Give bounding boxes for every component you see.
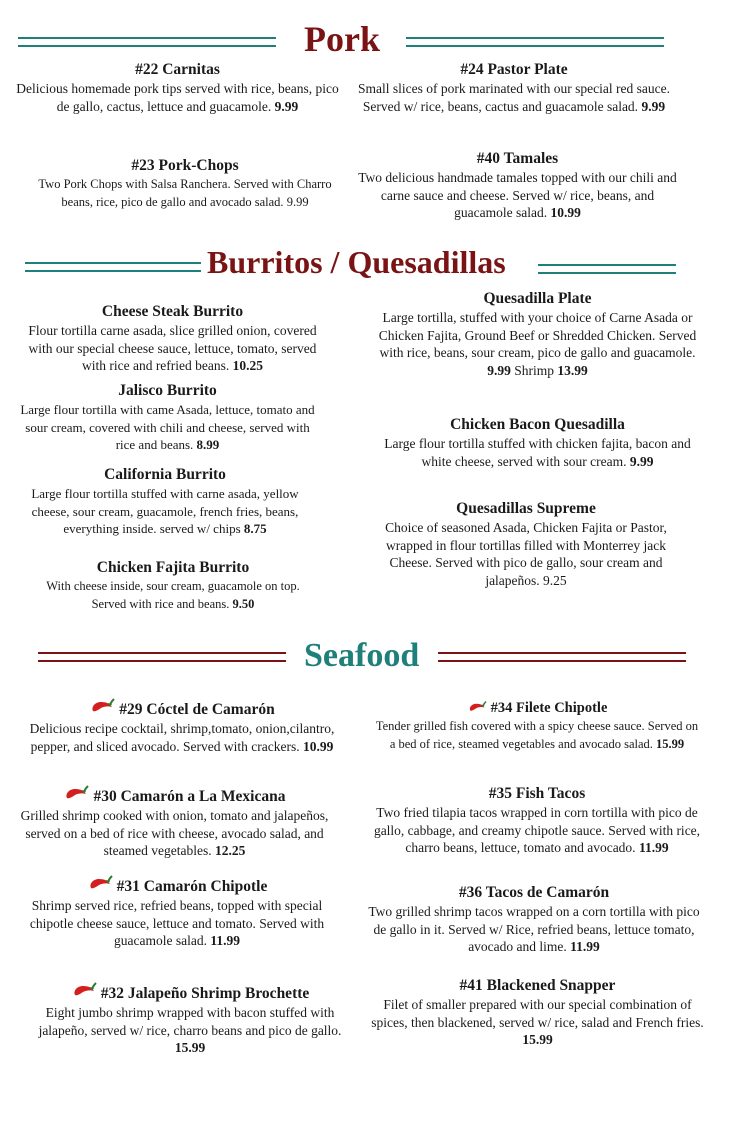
menu-item: #24 Pastor Plate Small slices of pork marinated with our special red sauce. Served w/ rice, beans, cactus and guacamole salad. 9.99 bbox=[358, 61, 670, 114]
chili-pepper-icon bbox=[63, 784, 89, 804]
menu-item: #31 Camarón Chipotle Shrimp served rice, refried beans, topped with special chipotle cheese sauce, lettuce and tomato. Served with guacamole salad. 11.99 bbox=[12, 874, 342, 950]
section-title-seafood: Seafood bbox=[304, 637, 420, 674]
chili-pepper-icon bbox=[89, 697, 115, 717]
chili-pepper-icon bbox=[87, 874, 113, 894]
section-rule bbox=[538, 264, 676, 274]
menu-item: #23 Pork-Chops Two Pork Chops with Salsa Ranchera. Served with Charro beans, rice, pico de gallo and avocado salad. 9.99 bbox=[38, 157, 332, 209]
menu-item: #32 Jalapeño Shrimp Brochette Eight jumbo shrimp wrapped with bacon stuffed with jalapeño, served w/ rice, charro beans and pico de gallo. 15.99 bbox=[35, 981, 345, 1057]
menu-item: Cheese Steak Burrito Flour tortilla carne asada, slice grilled onion, covered with our special cheese sauce, lettuce, tomato, served with rice and refried beans. 10.25 bbox=[28, 303, 317, 373]
section-rule bbox=[438, 652, 686, 662]
menu-item: #29 Cóctel de Camarón Delicious recipe cocktail, shrimp,tomato, onion,cilantro, pepper, and sliced avocado. Served with crackers. 10.99 bbox=[12, 697, 352, 755]
menu-item: #35 Fish Tacos Two fried tilapia tacos wrapped in corn tortilla with pico de gallo, cabbage, and creamy chipotle sauce. Served with rice, charro beans, lettuce, tomato and avocado. 11.99 bbox=[373, 785, 701, 855]
menu-item: #30 Camarón a La Mexicana Grilled shrimp cooked with onion, tomato and jalapeños, served on a bed of rice with cheese, avocado salad, and steamed vegetables. 12.25 bbox=[12, 784, 337, 860]
menu-item: #36 Tacos de Camarón Two grilled shrimp tacos wrapped on a corn tortilla with pico de gallo in it. Served w/ Rice, refried beans, lettuce tomato, avocado and lime. 11.99 bbox=[368, 884, 700, 954]
menu-item: #40 Tamales Two delicious handmade tamales topped with our chili and carne sauce and cheese. Served w/ rice, beans, and guacamole salad. 10.99 bbox=[358, 150, 677, 220]
section-rule bbox=[406, 37, 664, 47]
menu-item: Chicken Fajita Burrito With cheese inside, sour cream, guacamole on top. Served with rice and beans. 9.50 bbox=[46, 559, 300, 611]
menu-item: Jalisco Burrito Large flour tortilla with came Asada, lettuce, tomato and sour cream, covered with chili and cheese, served with rice and beans. 8.99 bbox=[20, 382, 315, 452]
section-rule bbox=[38, 652, 286, 662]
menu-item: #41 Blackened Snapper Filet of smaller prepared with our special combination of spices, then blackened, served w/ rice, salad and French fries. 15.99 bbox=[371, 977, 704, 1047]
menu-item: Quesadillas Supreme Choice of seasoned Asada, Chicken Fajita or Pastor, wrapped in flour tortillas filled with Monterrey jack Cheese. Served with pico de gallo, sour cream and jalapeños. 9.25 bbox=[385, 500, 667, 588]
chili-pepper-icon bbox=[467, 700, 487, 715]
menu-item: Quesadilla Plate Large tortilla, stuffed with your choice of Carne Asada or Chicken Fajita, Ground Beef or Shredded Chicken. Served with rice, beans, sour cream, pico de gallo and guacamole. 9.99 Shrimp 13.99 bbox=[378, 290, 697, 378]
section-title-burritos: Burritos / Quesadillas bbox=[207, 244, 506, 280]
menu-item: California Burrito Large flour tortilla stuffed with carne asada, yellow cheese, sour cream, guacamole, french fries, beans, everything inside. served w/ chips 8.75 bbox=[31, 466, 299, 536]
menu-item: #22 Carnitas Delicious homemade pork tips served with rice, beans, pico de gallo, cactus, lettuce and guacamole. 9.99 bbox=[16, 61, 339, 114]
section-rule bbox=[18, 37, 276, 47]
chili-pepper-icon bbox=[71, 981, 97, 1001]
section-title-pork: Pork bbox=[304, 19, 380, 59]
menu-item: #34 Filete Chipotle Tender grilled fish covered with a spicy cheese sauce. Served on a bed of rice, steamed vegetables and avocado salad. 15.99 bbox=[375, 700, 699, 751]
section-rule bbox=[25, 262, 201, 272]
menu-item: Chicken Bacon Quesadilla Large flour tortilla stuffed with chicken fajita, bacon and white cheese, served with sour cream. 9.99 bbox=[384, 416, 691, 469]
